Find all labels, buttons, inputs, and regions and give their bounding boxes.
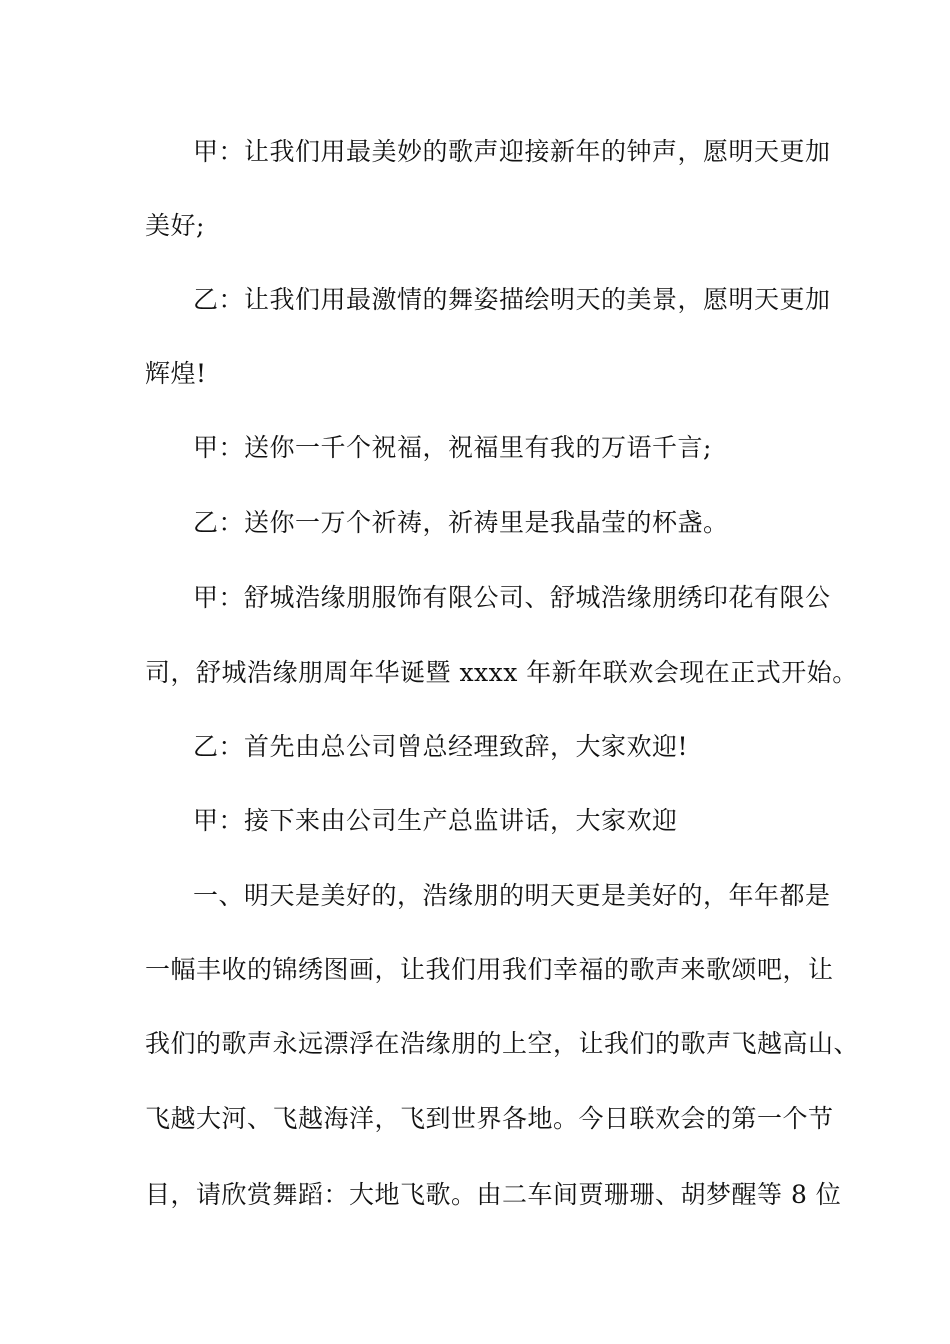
paragraph-line-4: 辉煌! [145,359,207,388]
paragraph-line-12: 一幅丰收的锦绣图画，让我们用我们幸福的歌声来歌颂吧，让 [145,955,834,984]
paragraph-line-13: 我们的歌声永远漂浮在浩缘朋的上空，让我们的歌声飞越高山、 [145,1029,860,1058]
paragraph-line-10: 甲：接下来由公司生产总监讲话，大家欢迎 [193,806,678,835]
paragraph-line-6: 乙：送你一万个祈祷，祈祷里是我晶莹的杯盏。 [193,508,729,537]
paragraph-line-1: 甲：让我们用最美妙的歌声迎接新年的钟声，愿明天更加 [193,137,831,166]
paragraph-line-15: 目，请欣赏舞蹈：大地飞歌。由二车间贾珊珊、胡梦醒等 8 位 [145,1180,842,1209]
paragraph-line-11: 一、明天是美好的，浩缘朋的明天更是美好的，年年都是 [193,881,831,910]
paragraph-line-5: 甲：送你一千个祝福，祝福里有我的万语千言; [193,433,712,462]
paragraph-line-3: 乙：让我们用最激情的舞姿描绘明天的美景，愿明天更加 [193,285,831,314]
paragraph-line-2: 美好; [145,211,205,240]
paragraph-line-8: 司，舒城浩缘朋周年华诞暨 xxxx 年新年联欢会现在正式开始。 [145,658,858,687]
paragraph-line-7: 甲：舒城浩缘朋服饰有限公司、舒城浩缘朋绣印花有限公 [193,583,831,612]
paragraph-line-14: 飞越大河、飞越海洋，飞到世界各地。今日联欢会的第一个节 [145,1104,834,1133]
paragraph-line-9: 乙：首先由总公司曾总经理致辞，大家欢迎! [193,732,689,761]
